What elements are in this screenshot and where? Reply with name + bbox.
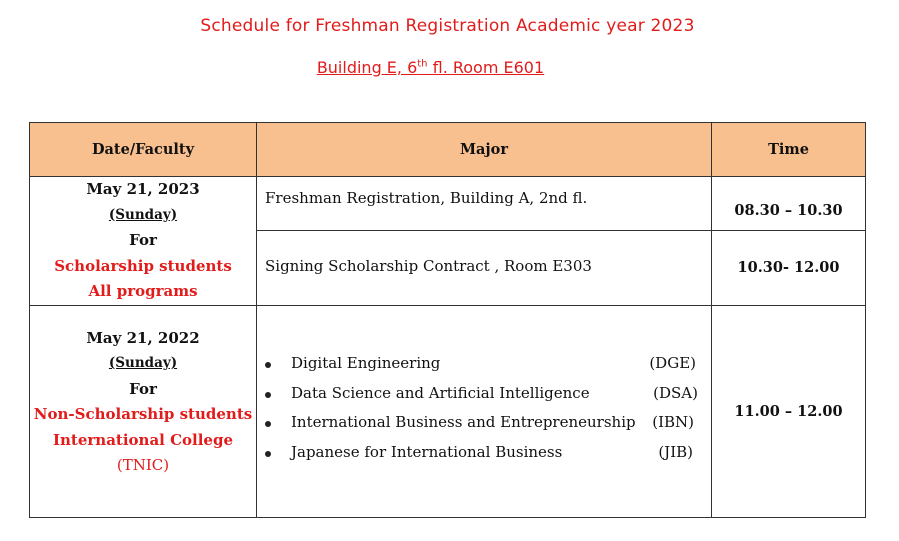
page-title: Schedule for Freshman Registration Academic year 2023 [200, 16, 695, 36]
college-text: International College [52, 430, 233, 449]
date-text: May 21, 2022 [86, 328, 200, 347]
faculty-cell-scholarship [30, 177, 257, 306]
day-text: (Sunday) [108, 206, 178, 223]
major-code: (DGE) [649, 354, 696, 372]
location-sup: th [417, 58, 428, 70]
major-name: Digital Engineering [291, 354, 441, 372]
table-row [30, 177, 866, 231]
header-major: Major [257, 123, 712, 177]
major-code: (JIB) [658, 442, 693, 461]
location-prefix: Building E, 6 [316, 58, 418, 77]
for-text: For [129, 231, 157, 249]
list-item [291, 413, 711, 443]
time-cell: 11.00 – 12.00 [712, 305, 866, 517]
major-name: Japanese for International Business [291, 442, 563, 461]
header-date-faculty: Date/Faculty [30, 123, 257, 177]
header-time: Time [712, 123, 866, 177]
audience-programs-text: All programs [88, 282, 198, 300]
time-cell: 08.30 – 10.30 [712, 177, 866, 231]
for-text: For [129, 379, 157, 398]
location-heading [0, 58, 861, 77]
major-name: International Business and Entrepreneurship [291, 413, 636, 431]
table-row [30, 305, 866, 517]
major-name: Data Science and Artificial Intelligence [291, 383, 590, 402]
schedule-table [29, 122, 866, 518]
list-item [291, 354, 711, 384]
audience-text: Non-Scholarship students [33, 405, 253, 423]
time-cell: 10.30- 12.00 [712, 231, 866, 305]
majors-list [257, 354, 711, 472]
majors-cell [257, 305, 712, 517]
college-abbr-text: (TNIC) [116, 456, 170, 474]
list-item [291, 384, 711, 414]
major-cell: Freshman Registration, Building A, 2nd fl. [257, 177, 712, 231]
day-text: (Sunday) [108, 355, 178, 371]
faculty-cell-non-scholarship [30, 305, 257, 517]
date-text: May 21, 2023 [86, 180, 200, 198]
location-suffix: fl. Room E601 [427, 58, 545, 77]
major-cell: Signing Scholarship Contract , Room E303 [257, 231, 712, 305]
major-code: (IBN) [652, 413, 694, 431]
header-row [30, 123, 866, 177]
audience-text: Scholarship students [54, 256, 232, 275]
list-item [291, 443, 711, 473]
major-code: (DSA) [653, 383, 698, 402]
